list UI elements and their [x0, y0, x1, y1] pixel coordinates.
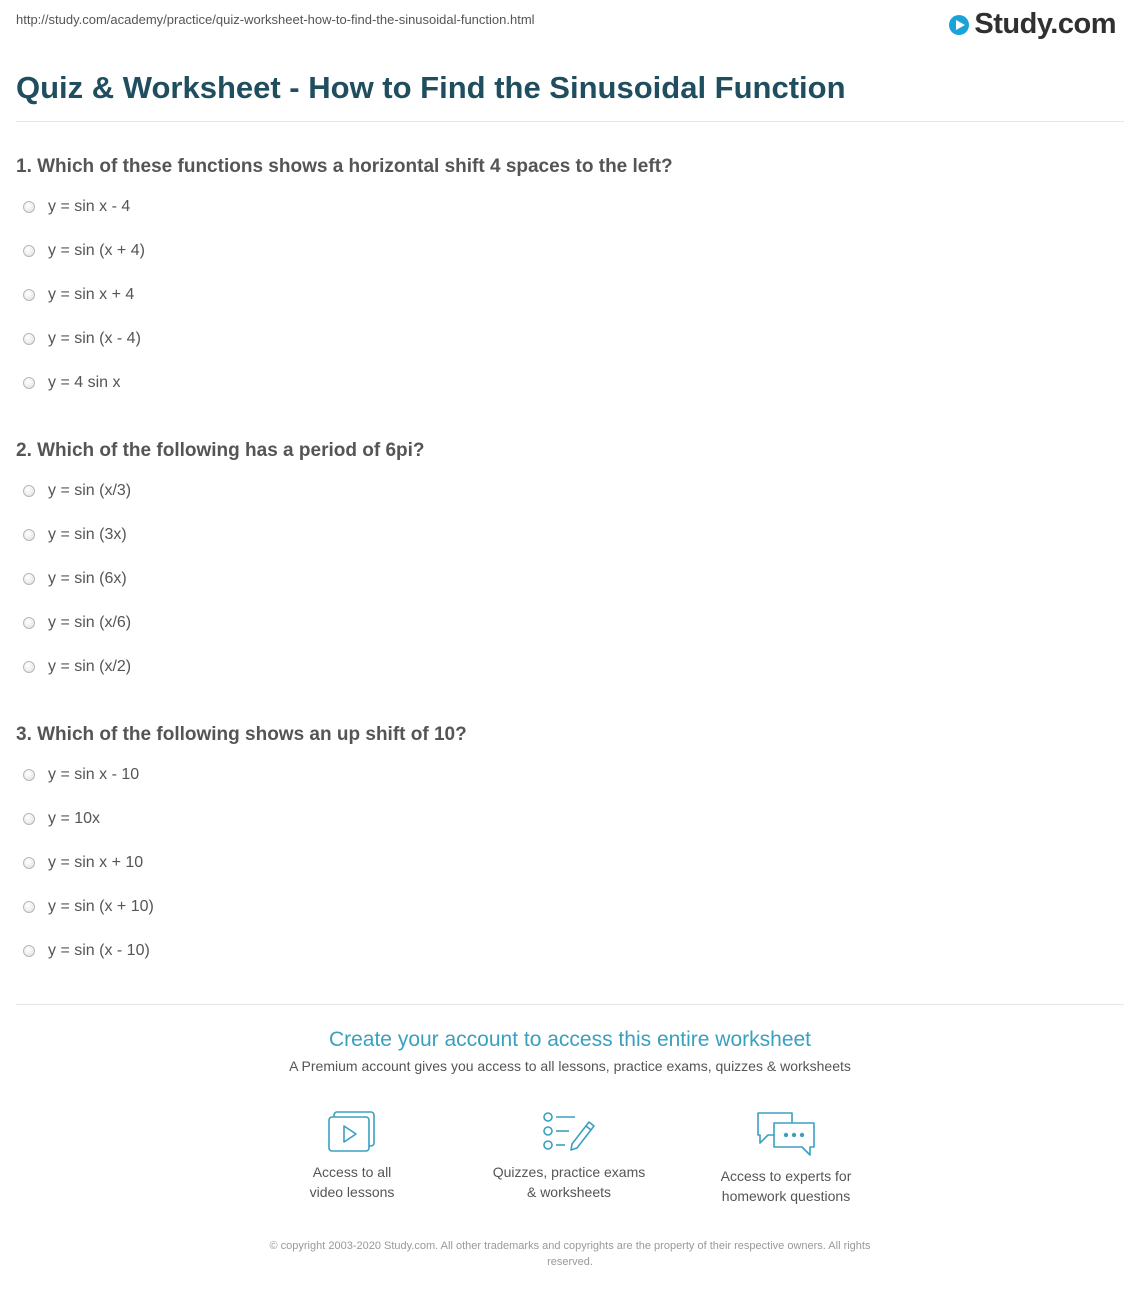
answer-label: y = sin (x - 10): [48, 942, 150, 959]
answer-label: y = sin x + 10: [48, 854, 144, 871]
radio-button[interactable]: [23, 485, 35, 497]
radio-button[interactable]: [23, 813, 35, 825]
question-text: 1. Which of these functions shows a horizontal shift 4 spaces to the left?: [16, 156, 673, 177]
feature-quizzes: [479, 1110, 659, 1202]
page-title: Quiz & Worksheet - How to Find the Sinusoidal Function: [16, 70, 846, 105]
answer-label: y = sin x + 4: [48, 286, 135, 303]
logo-text: Study.com: [974, 8, 1116, 40]
answer-option[interactable]: [16, 373, 1116, 417]
answer-label: y = sin (x/6): [48, 614, 132, 631]
radio-button[interactable]: [23, 617, 35, 629]
premium-description: A Premium account gives you access to all lessons, practice exams, quizzes & worksheets: [289, 1058, 851, 1074]
feature-label: [479, 1162, 659, 1202]
radio-button[interactable]: [23, 245, 35, 257]
question-1: [16, 155, 1116, 417]
feature-label-line2: video lessons: [309, 1184, 395, 1200]
answer-option[interactable]: [16, 329, 1116, 373]
answer-option[interactable]: [16, 657, 1116, 701]
answer-option[interactable]: [16, 525, 1116, 569]
feature-label: [262, 1162, 442, 1202]
browser-url: http://study.com/academy/practice/quiz-worksheet-how-to-find-the-sinusoidal-function.html: [16, 12, 535, 27]
answer-option[interactable]: [16, 853, 1116, 897]
answer-option[interactable]: [16, 285, 1116, 329]
answer-option[interactable]: [16, 241, 1116, 285]
title-divider: [16, 121, 1124, 122]
answer-option[interactable]: [16, 481, 1116, 525]
answer-label: y = sin x - 10: [48, 766, 140, 783]
answer-option[interactable]: [16, 197, 1116, 241]
answer-label: y = 4 sin x: [48, 374, 121, 391]
study-play-icon: [948, 14, 970, 36]
radio-button[interactable]: [23, 573, 35, 585]
feature-label-line1: Access to experts for: [720, 1168, 852, 1184]
feature-label-line2: homework questions: [721, 1188, 851, 1204]
answer-option[interactable]: [16, 941, 1116, 985]
answer-label: y = sin (x/3): [48, 482, 132, 499]
answer-label: y = sin (6x): [48, 570, 127, 587]
feature-video-lessons: [262, 1110, 442, 1202]
copyright-footer: [210, 1238, 930, 1270]
answer-options: [16, 197, 1116, 417]
feature-label: [696, 1166, 876, 1206]
answer-option[interactable]: [16, 809, 1116, 853]
copyright-line2: reserved.: [547, 1256, 593, 1268]
radio-button[interactable]: [23, 201, 35, 213]
answer-label: y = sin (x + 10): [48, 898, 154, 915]
answer-label: y = sin (x/2): [48, 658, 132, 675]
question-text: 2. Which of the following has a period of 6pi?: [16, 440, 425, 461]
radio-button[interactable]: [23, 769, 35, 781]
question-3: [16, 723, 1116, 985]
copyright-line1: © copyright 2003-2020 Study.com. All other trademarks and copyrights are the property of their respective owners. All rights: [269, 1240, 871, 1252]
radio-button[interactable]: [23, 945, 35, 957]
radio-button[interactable]: [23, 377, 35, 389]
chat-experts-icon: [754, 1110, 818, 1158]
study-logo[interactable]: [948, 8, 1116, 41]
radio-button[interactable]: [23, 529, 35, 541]
answer-options: [16, 481, 1116, 701]
answer-label: y = sin (x - 4): [48, 330, 141, 347]
answer-option[interactable]: [16, 569, 1116, 613]
quiz-checklist-icon: [541, 1110, 597, 1154]
radio-button[interactable]: [23, 289, 35, 301]
feature-label-line2: & worksheets: [526, 1184, 612, 1200]
cta-divider: [16, 1004, 1124, 1005]
radio-button[interactable]: [23, 333, 35, 345]
answer-label: y = sin x - 4: [48, 198, 131, 215]
feature-label-line1: Quizzes, practice exams: [492, 1164, 646, 1180]
radio-button[interactable]: [23, 661, 35, 673]
feature-label-line1: Access to all: [312, 1164, 392, 1180]
question-2: [16, 439, 1116, 701]
feature-experts: [696, 1110, 876, 1206]
answer-option[interactable]: [16, 613, 1116, 657]
create-account-link[interactable]: Create your account to access this entire worksheet: [328, 1028, 812, 1051]
answer-label: y = sin (x + 4): [48, 242, 145, 259]
answer-label: y = sin (3x): [48, 526, 127, 543]
answer-label: y = 10x: [48, 810, 101, 827]
radio-button[interactable]: [23, 857, 35, 869]
answer-option[interactable]: [16, 897, 1116, 941]
answer-options: [16, 765, 1116, 985]
radio-button[interactable]: [23, 901, 35, 913]
answer-option[interactable]: [16, 765, 1116, 809]
question-text: 3. Which of the following shows an up shift of 10?: [16, 724, 467, 745]
video-lessons-icon: [326, 1110, 378, 1154]
